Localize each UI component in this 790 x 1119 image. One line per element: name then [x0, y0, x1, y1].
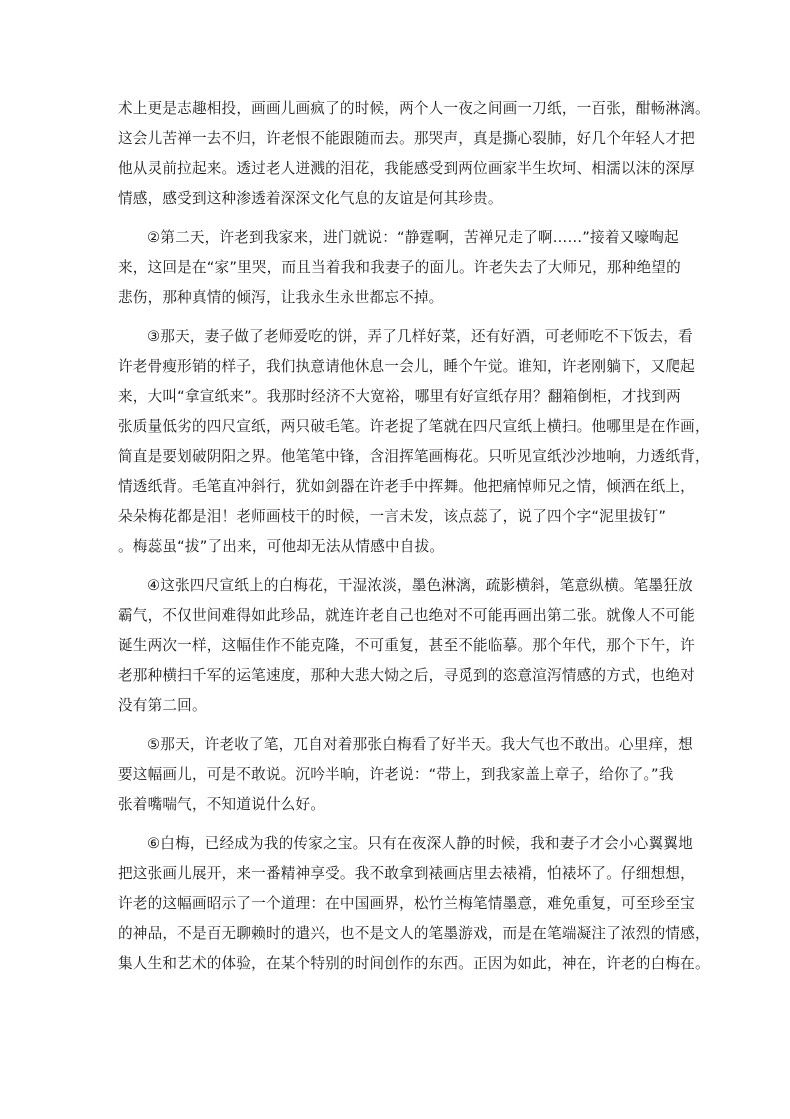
text-line: 要这幅画儿，可是不敢说。沉吟半晌，许老说：“带上，到我家盖上章子，给你了。”我: [118, 766, 674, 783]
text-line: 情透纸背。毛笔直冲斜行，犹如剑器在许老手中挥舞。他把痛悼师兄之情，倾洒在纸上，: [118, 478, 695, 495]
paragraph-4-first-line: ④这张四尺宣纸上的白梅花，干湿浓淡，墨色淋漓，疏影横斜，笔意纵横。笔墨狂放: [147, 577, 693, 594]
text-line: 这会儿苦禅一去不归，许老恨不能跟随而去。那哭声，真是撕心裂肺，好几个年轻人才把: [118, 130, 695, 147]
text-line: 来，这回是在“家”里哭，而且当着我和我妻子的面儿。许老失去了大师兄，那种绝望的: [118, 259, 681, 276]
text-line: 没有第二回。: [118, 697, 207, 714]
text-line: 许老的这幅画昭示了一个道理：在中国画界，松竹兰梅笔情墨意，难免重复，可至珍至宝: [118, 895, 695, 912]
text-line: 朵朵梅花都是泪！老师画枝干的时候，一言未发，该点蕊了，说了四个字“泥里拔钉”: [118, 508, 667, 525]
paragraph-3-first-line: ③那天，妻子做了老师爱吃的饼，弄了几样好菜，还有好酒，可老师吃不下饭去，看: [147, 328, 693, 345]
text-line: 来，大叫“拿宣纸来”。我那时经济不大宽裕，哪里有好宣纸存用？翻箱倒柜，才找到两: [118, 388, 681, 405]
text-line: 的神品，不是百无聊赖时的遣兴，也不是文人的笔墨游戏，而是在笔端凝注了浓烈的情感，: [118, 925, 710, 942]
text-line: 简直是要划破阴阳之界。他笔笔中锋，含泪挥笔画梅花。只听见宣纸沙沙地响，力透纸背，: [118, 448, 710, 465]
text-line: 诞生两次一样，这幅佳作不能克隆，不可重复，甚至不能临摹。那个年代，那个下午，许: [118, 637, 695, 654]
text-line: 悲伤，那种真情的倾泻，让我永生永世都忘不掉。: [118, 289, 444, 306]
paragraph-2-first-line: ②第二天，许老到我家来，进门就说：“静霆啊，苦禅兄走了啊……”接着又嚎啕起: [147, 229, 679, 246]
text-line: 许老骨瘦形销的样子，我们执意请他休息一会儿，睡个午觉。谁知，许老刚躺下，又爬起: [118, 358, 695, 375]
paragraph-6-first-line: ⑥白梅，已经成为我的传家之宝。只有在夜深人静的时候，我和妻子才会小心翼翼地: [147, 835, 693, 852]
text-line: 把这张画儿展开，来一番精神享受。我不敢拿到裱画店里去裱褙，怕裱坏了。仔细想想，: [118, 865, 695, 882]
text-line: 。梅蕊虽“拔”了出来，可他却无法从情感中自拔。: [118, 538, 445, 555]
text-line: 集人生和艺术的体验，在某个特别的时间创作的东西。正因为如此，神在，许老的白梅在。: [118, 955, 710, 972]
text-line: 霸气，不仅世间难得如此珍品，就连许老自己也绝对不可能再画出第二张。就像人不可能: [118, 607, 695, 624]
text-line: 张质量低劣的四尺宣纸，两只破毛笔。许老捉了笔就在四尺宣纸上横扫。他哪里是在作画，: [118, 418, 710, 435]
text-line: 张着嘴喘气，不知道说什么好。: [118, 796, 326, 813]
text-line: 老那种横扫千军的运笔速度，那种大悲大恸之后，寻觅到的恣意渲泻情感的方式，也绝对: [118, 667, 695, 684]
text-line: 他从灵前拉起来。透过老人迸溅的泪花，我能感受到两位画家半生坎坷、相濡以沫的深厚: [118, 160, 695, 177]
text-line: 术上更是志趣相投，画画儿画疯了的时候，两个人一夜之间画一刀纸，一百张，酣畅淋漓。: [118, 100, 710, 117]
paragraph-5-first-line: ⑤那天，许老收了笔，兀自对着那张白梅看了好半天。我大气也不敢出。心里痒，想: [147, 736, 693, 753]
text-line: 情感，感受到这种渗透着深深文化气息的友谊是何其珍贵。: [118, 190, 503, 207]
